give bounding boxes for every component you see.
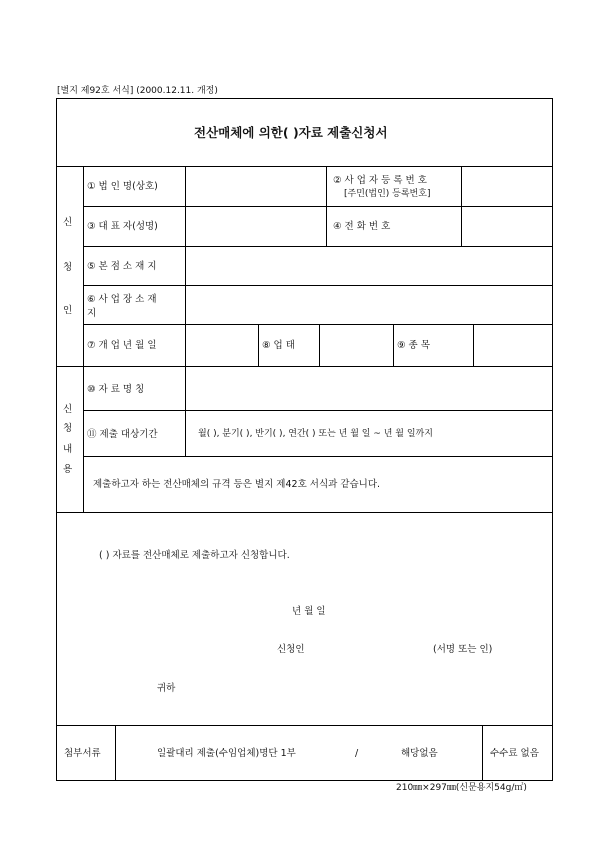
phone-label: ④ 전 화 번 호	[333, 221, 391, 232]
request-section-label-3: 내	[63, 444, 73, 455]
period-options[interactable]: 월( ), 분기( ), 반기( ), 연간( ) 또는 년 월 일 ~ 년 월 일까지	[198, 429, 433, 439]
applicant-section-label-1: 신	[63, 217, 73, 228]
applicant-section-label-3: 인	[63, 305, 73, 316]
phone-field[interactable]	[465, 209, 549, 243]
open-date-field[interactable]	[189, 327, 255, 363]
application-form	[56, 98, 553, 781]
attachments-value: 일괄대리 제출(수임업체)명단 1부	[157, 748, 296, 759]
biz-reg-no-label: ② 사 업 자 등 록 번 호	[333, 175, 427, 186]
applicant-section-label-2: 청	[63, 262, 73, 273]
business-type-field[interactable]	[323, 327, 390, 363]
declaration-date[interactable]: 년 월 일	[292, 606, 326, 617]
form-title: 전산매체에 의한( )자료 제출신청서	[194, 125, 388, 140]
biz-reg-no-sublabel: [주민(법인) 등록번호]	[344, 189, 431, 199]
spec-note: 제출하고자 하는 전산매체의 규격 등은 별지 제42호 서식과 같습니다.	[93, 479, 381, 490]
period-label: ⑪ 제출 대상기간	[87, 429, 158, 440]
attachments-slash: /	[355, 748, 359, 759]
corp-name-field[interactable]	[189, 169, 323, 203]
declaration-statement: ( ) 자료를 전산매체로 제출하고자 신청합니다.	[99, 550, 290, 561]
representative-label: ③ 대 표 자(성명)	[87, 221, 158, 232]
request-section-label-2: 청	[63, 423, 73, 434]
applicant-sign-label: 신청인	[277, 644, 305, 655]
site-address-label: ⑥ 사 업 장 소 재	[87, 294, 157, 305]
attachments-not-applicable: 해당없음	[401, 748, 438, 759]
open-date-label: ⑦ 개 업 년 월 일	[87, 340, 157, 351]
hq-address-label: ⑤ 본 점 소 재 지	[87, 261, 157, 272]
business-item-label: ⑨ 종 목	[397, 340, 430, 351]
attachments-label: 첨부서류	[64, 748, 101, 759]
addressee: 귀하	[157, 683, 176, 694]
representative-field[interactable]	[189, 209, 323, 243]
form-reference: [별지 제92호 서식] (2000.12.11. 개정)	[57, 86, 218, 96]
request-section-label-1: 신	[63, 404, 73, 415]
hq-address-field[interactable]	[189, 249, 549, 282]
biz-reg-no-field[interactable]	[465, 169, 549, 203]
data-name-field[interactable]	[189, 369, 549, 407]
corp-name-label: ① 법 인 명(상호)	[87, 181, 158, 192]
business-type-label: ⑧ 업 태	[262, 340, 295, 351]
site-address-field[interactable]	[189, 288, 549, 321]
paper-spec: 210㎜×297㎜(신문용지54g/㎡)	[396, 783, 527, 793]
request-section-label-4: 용	[63, 464, 73, 475]
signature-note: (서명 또는 인)	[433, 644, 493, 655]
site-address-label-cont: 지	[87, 308, 97, 319]
business-item-field[interactable]	[477, 327, 549, 363]
fee-label: 수수료 없음	[490, 748, 539, 759]
data-name-label: ⑩ 자 료 명 칭	[87, 384, 145, 395]
